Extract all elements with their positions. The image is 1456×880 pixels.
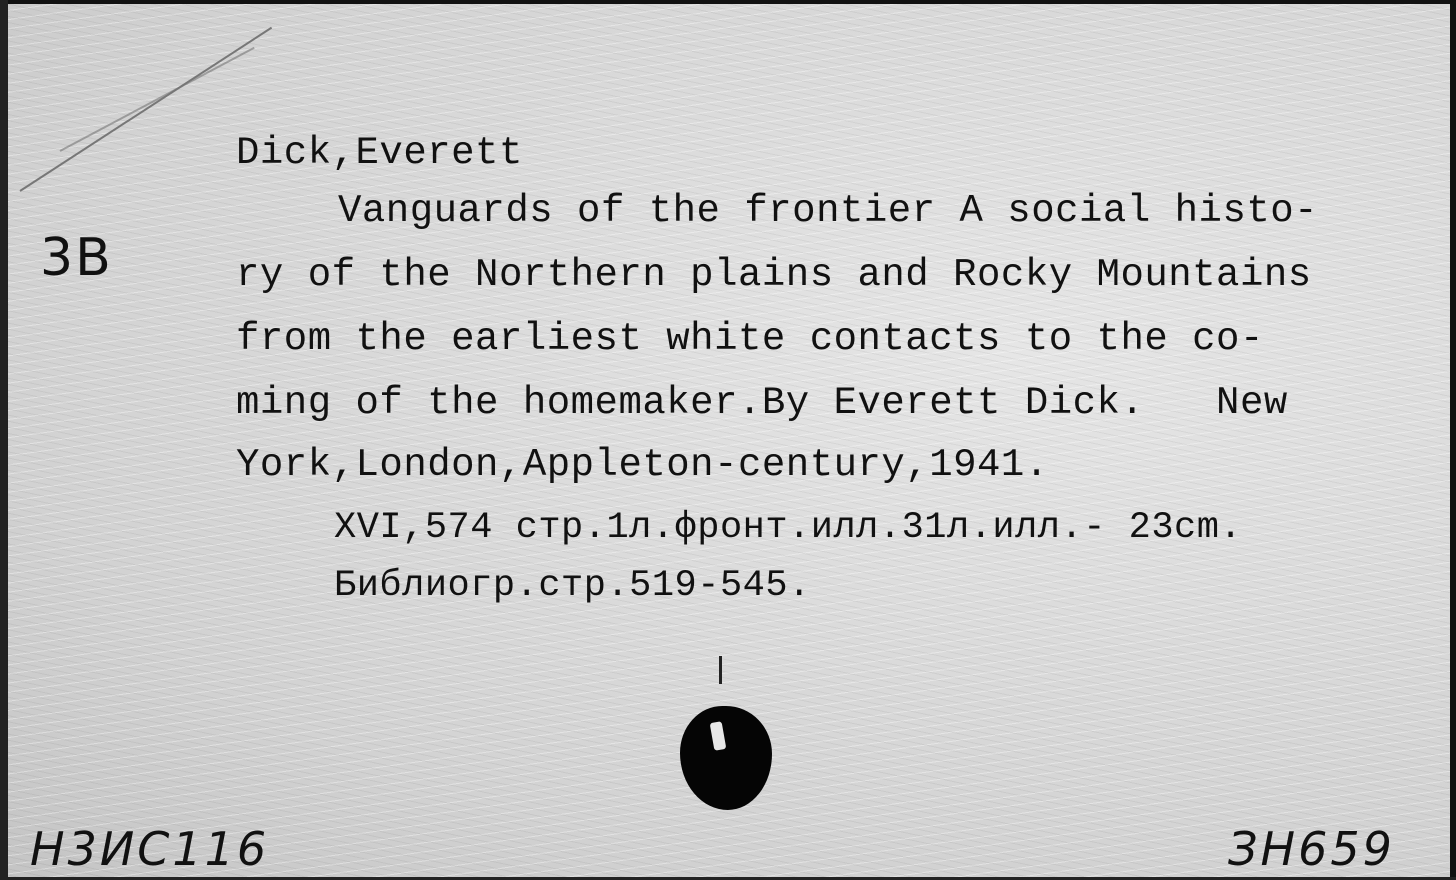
collation-line: XVI,574 стр.1л.фронт.илл.31л.илл.- 23cm.	[334, 507, 1243, 549]
author-heading: Dick,Everett	[236, 131, 523, 175]
punch-hole	[680, 706, 772, 810]
scratch-mark	[60, 47, 255, 152]
title-line-1: Vanguards of the frontier A social histo-	[338, 189, 1319, 233]
title-line-2: ry of the Northern plains and Rocky Mountains	[236, 253, 1312, 297]
card-border-top	[0, 0, 1456, 4]
punch-tick-mark	[719, 656, 722, 684]
inventory-number-right: ЗН659	[1228, 822, 1395, 876]
title-line-5: York,London,Appleton-century,1941.	[236, 443, 1049, 487]
title-line-4: ming of the homemaker.By Everett Dick. New	[236, 381, 1288, 425]
class-mark: 3B	[40, 228, 113, 288]
scratch-mark	[19, 27, 272, 192]
card-border-left	[0, 0, 8, 880]
bibliography-note: Библиогр.стр.519-545.	[334, 565, 811, 607]
card-border-right	[1450, 0, 1456, 880]
inventory-number-left: Н3ИС116	[30, 822, 270, 876]
title-line-3: from the earliest white contacts to the co-	[236, 317, 1264, 361]
